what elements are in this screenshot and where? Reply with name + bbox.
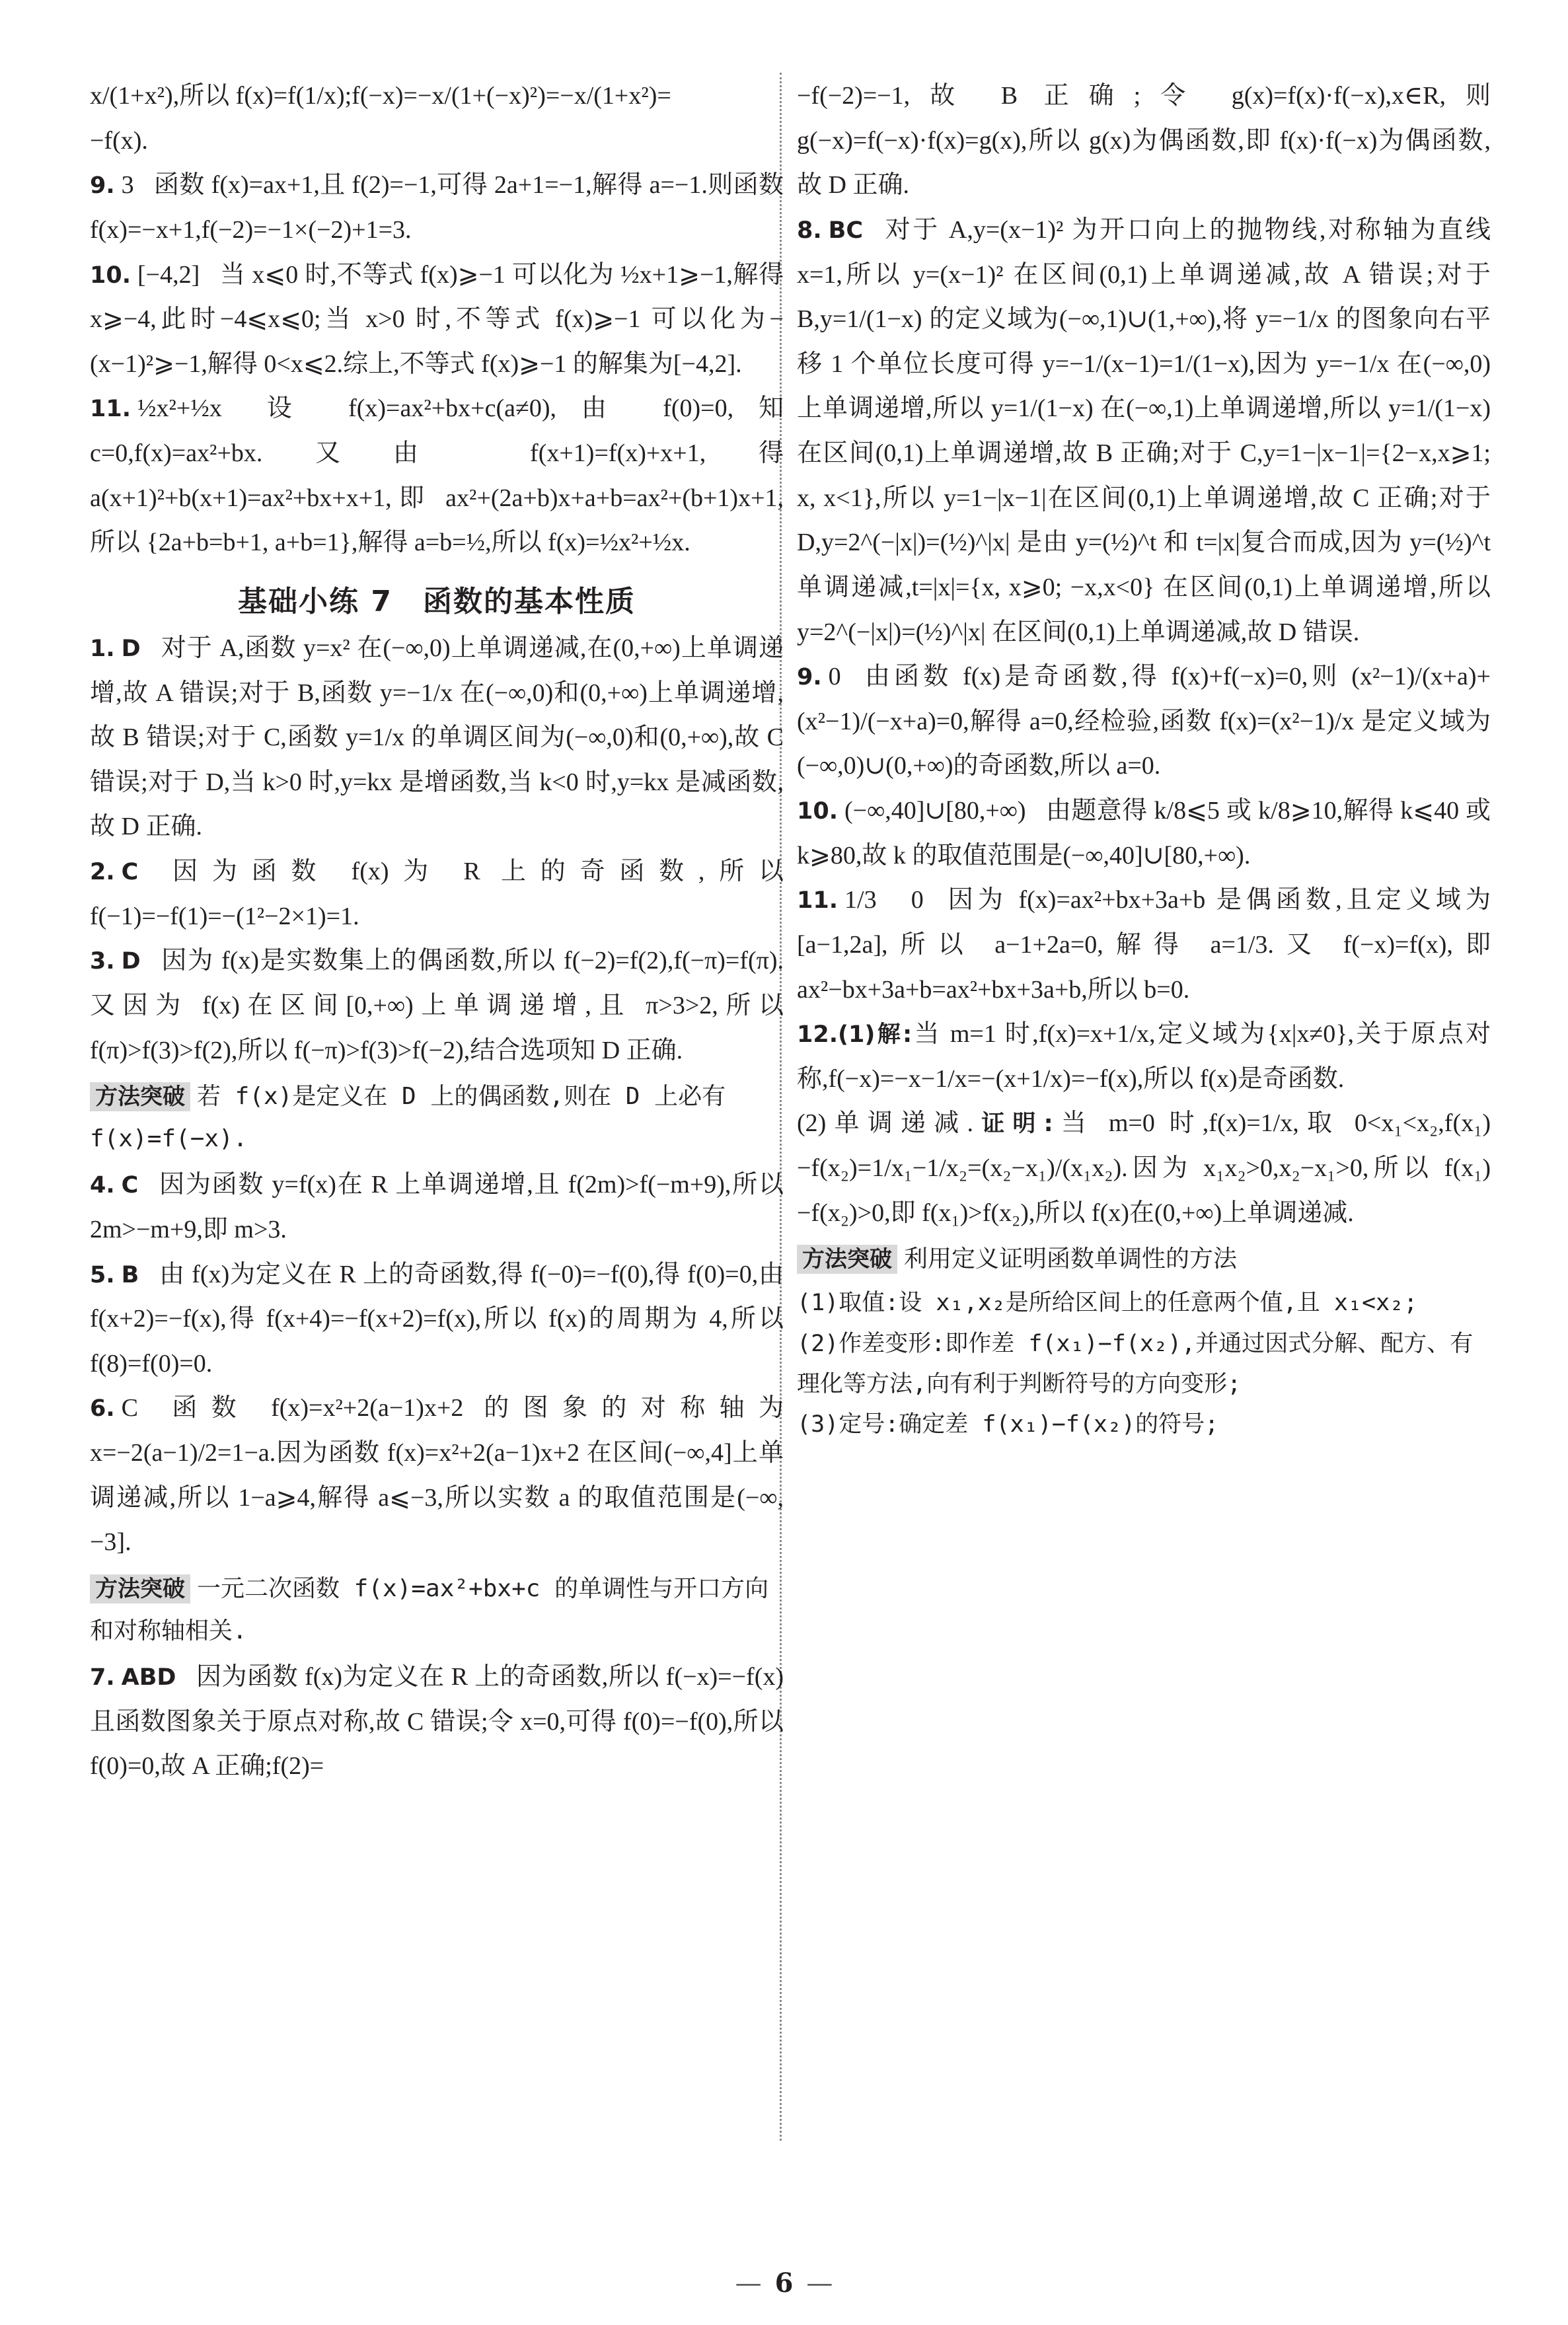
item-explanation: 对于 A,y=(x−1)² 为开口向上的抛物线,对称轴为直线 x=1,所以 y=(x−1)² 在区间(0,1)上单调递减,故 A 错误;对于 B,y=1/(1−x) 的定义域为(−∞,1)∪(1,+∞),将 y=−1/x 的图象向右平移 1 个单位长度可得 y=−1/(x−1)=1/(1−x),因为 y=−1/x 在(−∞,0)上单调递增,所以 y=1/(1−x) 在(−∞,1)上单调递增,所以 y=1/(1−x) 在区间(0,1)上单调递增,故 B 正确;对于 C,y=1−|x−1|={2−x,x⩾1; x, x<1},所以 y=1−|x−1|在区间(0,1)上单调递增,故 C 正确;对于 D,y=2^(−|x|)=(½)^|x| 是由 y=(½)^t 和 t=|x|复合而成,因为 y=(½)^t 单调递减,t=|x|={x, x⩾0; −x,x<0} 在区间(0,1)上单调递增,所以 y=2^(−|x|)=(½)^|x| 在区间(0,1)上单调递减,故 D 错误. [797,215,1491,646]
item-answer: D [121,635,141,662]
method-tip [90,1568,784,1652]
proof-label: 证明: [973,1111,1053,1138]
answer-item-4 [90,1163,784,1252]
text-line: x/(1+x²),所以 f(x)=f(1/x);f(−x)=−x/(1+(−x)²)=−x/(1+x²)= [90,82,671,110]
item-number: 9. [90,172,115,200]
section-title: 基础小练 7 函数的基本性质 [238,584,636,618]
item-explanation: 对于 A,函数 y=x² 在(−∞,0)上单调递减,在(0,+∞)上单调递增,故 A 错误;对于 B,函数 y=−1/x 在(−∞,0)和(0,+∞)上单调递增,故 B 错误;对于 C,函数 y=1/x 的单调区间为(−∞,0)和(0,+∞),故 C 错误;对于 D,当 k>0 时,y=kx 是增函数,当 k<0 时,y=kx 是减函数,故 D 正确. [90,634,784,841]
item-number: 8. [797,217,822,244]
item-explanation: 函数 f(x)=ax+1,且 f(2)=−1,可得 2a+1=−1,解得 a=−1.则函数 f(x)=−x+1,f(−2)=−1×(−2)+1=3. [90,171,784,244]
item-number: 12. [797,1021,839,1049]
method-step: (3)定号:确定差 f(x₁)−f(x₂)的符号; [797,1411,1219,1438]
method-tip-text: 利用定义证明函数单调性的方法 [904,1245,1238,1273]
item-number: 5. [90,1261,115,1288]
method-tip-text: 若 f(x)是定义在 D 上的偶函数,则在 D 上必有 f(x)=f(−x). [90,1083,726,1153]
item-explanation: 因为函数 f(x)为 R 上的奇函数,所以 f(−1)=−f(1)=−(1²−2×1)=1. [90,858,784,930]
item-number: 7. [90,1664,115,1691]
method-tip-tag: 方法突破 [90,1082,190,1111]
item-number: 9. [797,664,822,691]
answer-item-9 [797,655,1491,789]
method-tip [90,1076,784,1160]
answer-item-3 [90,939,784,1073]
item-answer: 0 [828,663,841,691]
item-explanation: 函数 f(x)=x²+2(a−1)x+2 的图象的对称轴为 x=−2(a−1)/2=1−a.因为函数 f(x)=x²+2(a−1)x+2 在区间(−∞,4]上单调递减,所以 1−a⩾4,解得 a⩽−3,所以实数 a 的取值范围是(−∞,−3]. [90,1394,784,1557]
item-explanation: 当 m=1 时,f(x)=x+1/x,定义域为{x|x≠0},关于原点对称,f(−x)=−x−1/x=−(x+1/x)=−f(x),所以 f(x)是奇函数. [797,1020,1491,1093]
answer-item-1 [90,626,784,850]
item-answer: 1/3 0 [844,886,924,914]
item-explanation: 因为 f(x)是实数集上的偶函数,所以 f(−2)=f(2),f(−π)=f(π).又因为 f(x)在区间[0,+∞)上单调递增,且 π>3>2,所以 f(π)>f(3)>f(2),所以 f(−π)>f(3)>f(−2),结合选项知 D 正确. [90,947,784,1064]
item-explanation: 因为函数 y=f(x)在 R 上单调递增,且 f(2m)>f(−m+9),所以 2m>−m+9,即 m>3. [90,1171,784,1243]
part-lead: (2)单调递减. [797,1109,973,1138]
method-step: (2)作差变形:即作差 f(x₁)−f(x₂),并通过因式分解、配方、有理化等方法,向有利于判断符号的方向变形; [797,1330,1474,1397]
item-answer: C [121,1172,139,1199]
item-number: 6. [90,1395,115,1422]
item-answer: ABD [121,1664,176,1691]
item-explanation: 由函数 f(x)是奇函数,得 f(x)+f(−x)=0,则 (x²−1)/(x+a)+(x²−1)/(−x+a)=0,解得 a=0,经检验,函数 f(x)=(x²−1)/x 是定义域为(−∞,0)∪(0,+∞)的奇函数,所以 a=0. [797,663,1491,780]
answer-item-6 [90,1386,784,1565]
item-answer: BC [828,217,864,244]
item-number: 1. [90,635,115,662]
item-answer: (−∞,40]∪[80,+∞) [844,797,1026,825]
answer-item-8 [797,208,1491,655]
answer-item-10 [797,789,1491,878]
item-explanation: 因为 f(x)=ax²+bx+3a+b 是偶函数,且定义域为[a−1,2a],所以 a−1+2a=0,解得 a=1/3.又 f(−x)=f(x),即 ax²−bx+3a+b=ax²+bx+3a+b,所以 b=0. [797,886,1491,1004]
left-column [90,74,784,1789]
item-answer: ½x²+½x [137,394,222,423]
right-column [797,74,1491,1445]
answer-item-7 [90,1655,784,1789]
item-answer: C [121,1394,139,1422]
item-explanation: 因为函数 f(x)为定义在 R 上的奇函数,所以 f(−x)=−f(x)且函数图象关于原点对称,故 C 错误;令 x=0,可得 f(0)=−f(0),所以 f(0)=0,故 A 正确;f(2)= [90,1663,784,1781]
item-answer: 3 [121,171,134,200]
method-tip-tag: 方法突破 [90,1574,190,1604]
item-number: 10. [797,798,839,825]
answer-item-2 [90,850,784,939]
text-line: −f(x). [90,126,148,155]
part-lead: (1)解: [838,1021,913,1049]
item-answer: [−4,2] [137,260,200,289]
item-answer: D [121,948,141,975]
answer-item-11 [797,878,1491,1012]
item-explanation: 当 x⩽0 时,不等式 f(x)⩾−1 可以化为 ½x+1⩾−1,解得 x⩾−4,此时−4⩽x⩽0;当 x>0 时,不等式 f(x)⩾−1 可以化为−(x−1)²⩾−1,解得 0<x⩽2.综上,不等式 f(x)⩾−1 的解集为[−4,2]. [90,260,784,378]
method-tip [797,1238,1491,1280]
answer-item-12-part2 [797,1101,1491,1236]
method-tip-text: 一元二次函数 f(x)=ax²+bx+c 的单调性与开口方向和对称轴相关. [90,1574,769,1644]
answer-item-11 [90,387,784,566]
item-explanation: 由题意得 k/8⩽5 或 k/8⩾10,解得 k⩽40 或 k⩾80,故 k 的取值范围是(−∞,40]∪[80,+∞). [797,797,1491,869]
footer-dash: — [735,2268,762,2299]
item-number: 3. [90,948,115,975]
item-explanation: 当 m=0 时,f(x)=1/x,取 0<x₁<x₂,f(x₁)−f(x₂)=1/x₁−1/x₂=(x₂−x₁)/(x₁x₂).因为 x₁x₂>0,x₂−x₁>0,所以 f(x₁)−f(x₂)>0,即 f(x₁)>f(x₂),所以 f(x)在(0,+∞)上单调递减. [797,1109,1491,1227]
item-number: 2. [90,859,115,885]
item-number: 11. [797,887,839,914]
answer-item-9 [90,163,784,252]
method-step: (1)取值:设 x₁,x₂是所给区间上的任意两个值,且 x₁<x₂; [797,1290,1418,1317]
page-number: 6 [774,2268,794,2299]
answer-item-12-part1 [797,1012,1491,1101]
page-footer [0,2268,1568,2299]
method-tip-tag: 方法突破 [797,1245,897,1274]
answer-item-5 [90,1253,784,1387]
item-answer: B [121,1261,139,1288]
item-number: 4. [90,1172,115,1199]
item-number: 10. [90,262,131,289]
item-explanation: 设 f(x)=ax²+bx+c(a≠0),由 f(0)=0,知 c=0,f(x)=ax²+bx.又由 f(x+1)=f(x)+x+1,得 a(x+1)²+b(x+1)=ax²+bx+x+1,即 ax²+(2a+b)x+a+b=ax²+(b+1)x+1,所以 {2a+b=b+1, a+b=1},解得 a=b=½,所以 f(x)=½x²+½x. [90,394,784,557]
item-explanation: 由 f(x)为定义在 R 上的奇函数,得 f(−0)=−f(0),得 f(0)=0,由 f(x+2)=−f(x),得 f(x+4)=−f(x+2)=f(x),所以 f(x)的周期为 4,所以 f(8)=f(0)=0. [90,1260,784,1378]
item-answer: C [121,859,139,885]
item-number: 11. [90,396,131,423]
answer-item-7-continued: −f(−2)=−1,故 B 正确;令 g(x)=f(x)·f(−x),x∈R,则 g(−x)=f(−x)·f(x)=g(x),所以 g(x)为偶函数,即 f(x)·f(−x)为偶函数,故 D 正确. [797,82,1491,200]
footer-dash: — [806,2268,833,2299]
answer-item-10 [90,253,784,387]
